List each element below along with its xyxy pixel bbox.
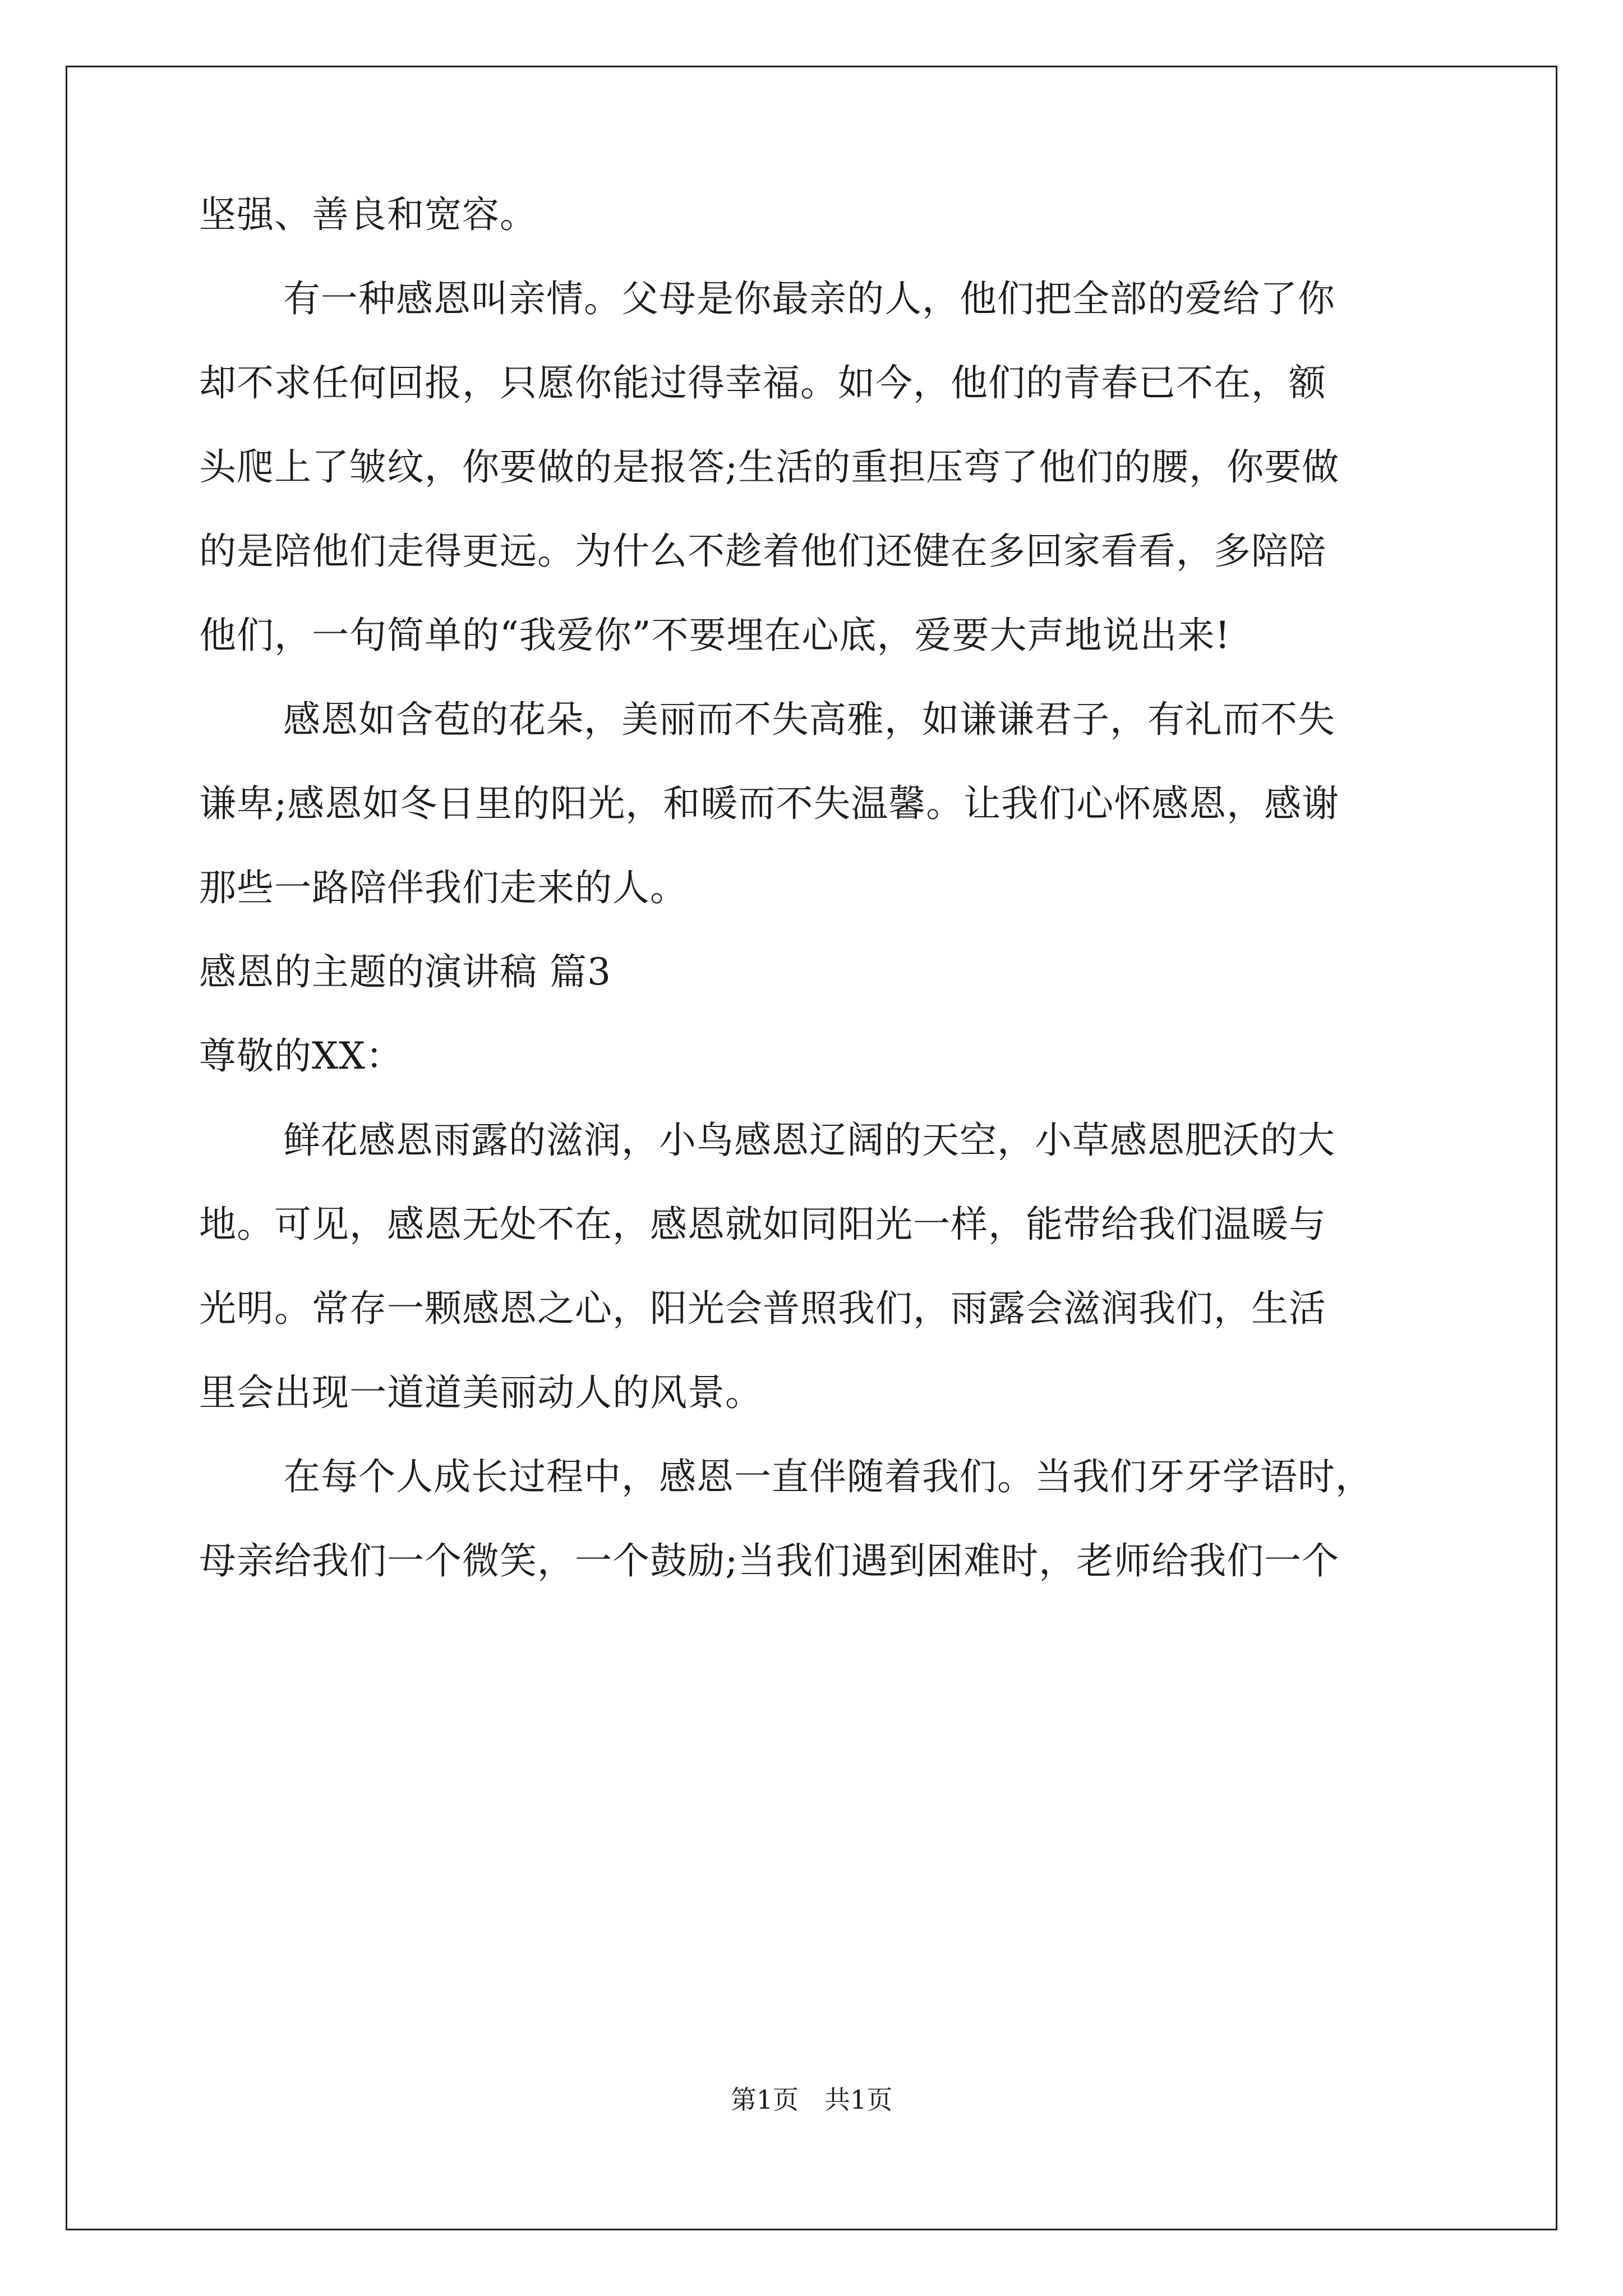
text-line: 母亲给我们一个微笑，一个鼓励;当我们遇到困难时，老师给我们一个 bbox=[199, 1539, 1340, 1582]
paragraph-start-line: 鲜花感恩雨露的滋润，小鸟感恩辽阔的天空，小草感恩肥沃的大 bbox=[283, 1119, 1335, 1162]
salutation: 尊敬的XX： bbox=[199, 1034, 403, 1078]
text-line: 却不求任何回报，只愿你能过得幸福。如今，他们的青春已不在，额 bbox=[199, 361, 1326, 404]
text-line: 的是陪他们走得更远。为什么不趁着他们还健在多回家看看，多陪陪 bbox=[199, 530, 1326, 573]
document-body bbox=[199, 194, 1433, 1624]
text-line: 那些一路陪伴我们走来的人。 bbox=[199, 866, 688, 909]
text-line: 头爬上了皱纹，你要做的是报答;生活的重担压弯了他们的腰，你要做 bbox=[199, 445, 1340, 489]
paragraph-start-line: 感恩如含苞的花朵，美丽而不失高雅，如谦谦君子，有礼而不失 bbox=[283, 698, 1335, 741]
text-line: 坚强、善良和宽容。 bbox=[199, 193, 537, 236]
text-line: 地。可见，感恩无处不在，感恩就如同阳光一样，能带给我们温暖与 bbox=[199, 1203, 1326, 1246]
section-heading: 感恩的主题的演讲稿 篇3 bbox=[199, 950, 611, 993]
paragraph-start-line: 在每个人成长过程中，感恩一直伴随着我们。当我们牙牙学语时， bbox=[283, 1455, 1373, 1498]
paragraph-start-line: 有一种感恩叫亲情。父母是你最亲的人，他们把全部的爱给了你 bbox=[283, 277, 1335, 320]
text-line: 他们，一句简单的“我爱你”不要埋在心底，爱要大声地说出来! bbox=[199, 614, 1231, 657]
page-footer: 第1页 共1页 bbox=[730, 2085, 893, 2115]
text-line: 光明。常存一颗感恩之心，阳光会普照我们，雨露会滋润我们，生活 bbox=[199, 1287, 1326, 1330]
text-line: 谦卑;感恩如冬日里的阳光，和暖而不失温馨。让我们心怀感恩，感谢 bbox=[199, 782, 1340, 825]
text-line: 里会出现一道道美丽动人的风景。 bbox=[199, 1371, 763, 1414]
